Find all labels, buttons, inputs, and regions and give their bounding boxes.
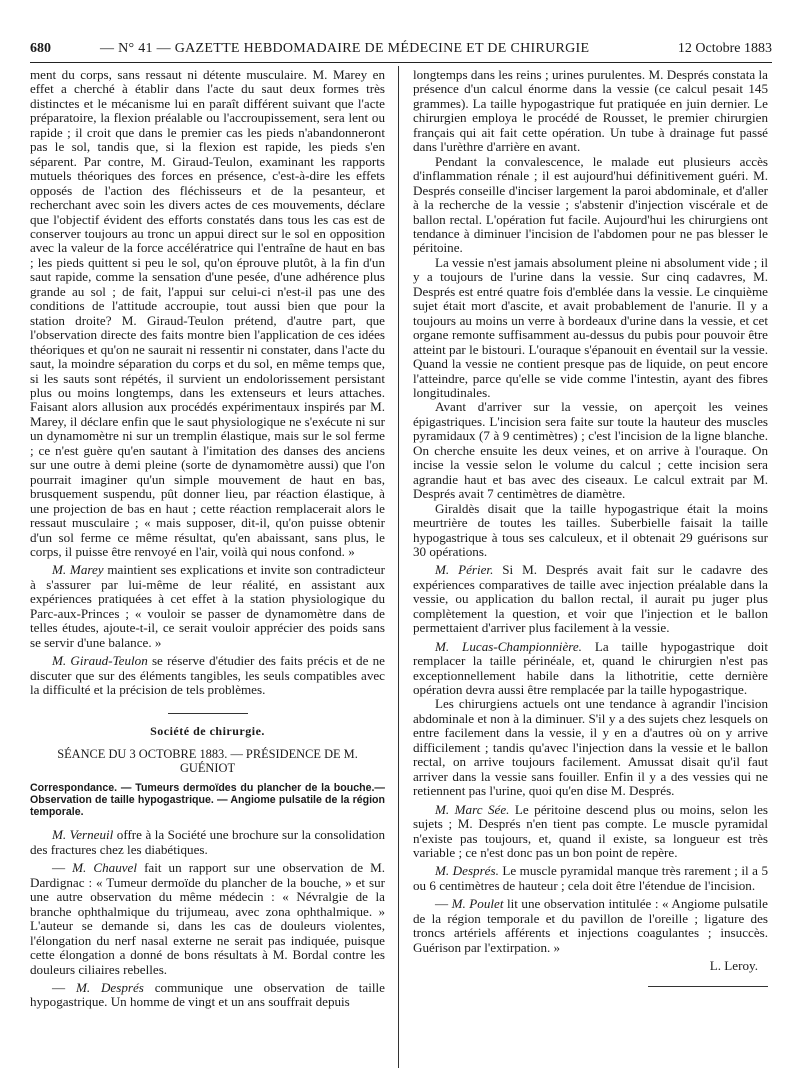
issue-date: 12 Octobre 1883 (677, 41, 772, 56)
journal-title: — N° 41 — GAZETTE HEBDOMADAIRE DE MÉDECINE ET DE CHIRURGIE (100, 41, 590, 56)
paragraph (413, 640, 768, 698)
paragraph: — M. Poulet lit une observation intitulée : « Angiome pulsatile de la région temporale et du pavillon de l'oreille ; ligature des troncs artériels afférents et injections coagulantes ; insuccès. Guérison par l'extirpation. » (413, 896, 768, 955)
paragraph: — M. Després communique une observation de taille hypogastrique. Un homme de vingt et un ans souffrait depuis (30, 979, 385, 1010)
paragraph (413, 864, 768, 893)
paragraph-text: Le muscle pyramidal manque très rarement ; il a 5 ou 6 centimètres de hauteur ; cela doit être l'étendue de l'incision. (413, 863, 768, 893)
paragraph-text: offre à la Société une brochure sur la consolidation des fractures chez les diabétiques. (30, 827, 385, 857)
running-header (30, 38, 772, 60)
session-summary: Correspondance. — Tumeurs dermoïdes du plancher de la bouche.— Observation de taille hypogastrique. — Angiome pulsatile de la région temporale. (30, 781, 385, 819)
paragraph-text: Le péritoine descend plus ou moins, selon les sujets ; M. Després n'en tient pas compte. Le muscle pyramidal n'existe pas toujours, et, quand il existe, sa longueur est très variable ; ce n'est donc pas un bon point de repère. (413, 801, 768, 861)
end-rule (648, 986, 768, 987)
paragraph (413, 563, 768, 635)
paragraph: Pendant la convalescence, le malade eut plusieurs accès d'inflammation rénale ; il est aujourd'hui définitivement guéri. M. Després conseille d'inciser largement la paroi abdominale, et d'aller à la recherche de la vessie ; s'abstenir d'injection viscérale et de ballon rectal. L'opération fut facile. Aujourd'hui les chirurgiens ont tendance à diminuer l'incision de l'abdomen pour ne pas blesser le péritoine. (413, 153, 768, 256)
speaker-name: M. Poulet (451, 896, 504, 912)
speaker-name: M. Després (75, 979, 144, 995)
page-number: 680 (30, 41, 51, 56)
author-signature: L. Leroy. (709, 958, 758, 974)
paragraph (30, 654, 385, 697)
speaker-name: M. Giraud-Teulon (52, 653, 148, 669)
paragraph: Les chirurgiens actuels ont une tendance à agrandir l'incision abdominale et non à la diminuer. S'il y a des sujets chez lesquels on entre facilement dans la vessie, il y en a d'autres où on y arrive difficilement ; tandis qu'avec l'injection dans la vessie et le ballon rectal, on arrive toujours facilement. Amussat disait qu'il faut arriver dans la vessie sans fouiller. Enfin il y a des vessies qui ne retiennent pas l'urine, quoi qu'en dise M. Després. (413, 696, 768, 799)
right-column (413, 68, 768, 1068)
speaker-name: M. Marey (52, 562, 104, 578)
session-heading: SÉANCE DU 3 OCTOBRE 1883. — PRÉSIDENCE DE M. GUÉNIOT (57, 746, 358, 776)
speaker-name: M. Périer. (435, 562, 494, 578)
header-rule (30, 62, 772, 63)
paragraph (413, 803, 768, 861)
paragraph: longtemps dans les reins ; urines purulentes. M. Després constata la présence d'un calcul énorme dans la vessie (ce calcul pesait 145 grammes). La taille hypogastrique fut pratiquée en juin dernier. Le chirurgien employa le procédé de Rousset, le premier chirurgien français qui ait fait cette opération. Un tube à drainage fut passé dans l'urèthre d'arrière en avant. (413, 68, 768, 155)
paragraph-text: maintient ses explications et invite son contradicteur à s'assurer par lui-même de leur réalité, en assistant aux expériences pratiquées à cet effet à la station physiologique du Parc-aux-Princes ; « vouloir se passer de dynamomètre dans de telles études, ajoute-t-il, ce serait vouloir apprécier des poids sans se servir d'une balance. » (30, 562, 385, 650)
speaker-name: M. Marc Sée. (435, 801, 510, 817)
paragraph-text: fait un rapport sur une observation de M. Dardignac : « Tumeur dermoïde du plancher de la bouche, » et sur une autre observation du même médecin : « Névralgie de la branche ophthalmique du trijumeau, avec zona ophthalmique. » L'auteur se demande si, dans les cas de douleurs violentes, l'élongation du nerf nasal externe ne serait pas indiquée, puisque cette élongation a donné de bons résultats à M. Bordal contre les douleurs ciliaires rebelles. (30, 860, 385, 977)
paragraph (30, 828, 385, 857)
speaker-name: M. Verneuil (52, 827, 114, 843)
paragraph (30, 563, 385, 650)
paragraph: — M. Chauvel fait un rapport sur une observation de M. Dardignac : « Tumeur dermoïde du plancher de la bouche, » et sur une autre observation du même médecin : « Névralgie de la branche ophthalmique du trijumeau, avec zona ophthalmique. » L'auteur se demande si, dans les cas de douleurs violentes, l'élongation du nerf nasal externe ne serait pas indiquée, puisque cette élongation a donné de bons résultats à M. Bordal contre les douleurs ciliaires rebelles. (30, 860, 385, 977)
paragraph-text: La taille hypogastrique doit remplacer la taille périnéale, et, quand le chirurgien n'est pas exceptionnellement habile dans la lithotritie, cette dernière opération devra aussi être remplacée par la taille hypogastrique. (413, 638, 768, 698)
paragraph-text: communique une observation de taille hypogastrique. Un homme de vingt et un ans souffrait depuis (30, 979, 385, 1010)
paragraph: Avant d'arriver sur la vessie, on aperçoit les veines épigastriques. L'incision sera faite sur toute la hauteur des muscles pyramidaux (7 à 9 centimètres) ; c'est l'incision de la ligne blanche. On cherche ensuite les deux veines, et on arrive à l'ouraque. On incise la vessie selon le volume du calcul ; cette incision sera agrandie haut et bas avec des ciseaux. Le calcul extrait par M. Després avait 7 centimètres de diamètre. (413, 399, 768, 502)
section-title: Société de chirurgie. (150, 724, 265, 739)
speaker-name: M. Després. (435, 863, 499, 879)
paragraph: La vessie n'est jamais absolument pleine ni absolument vide ; il y a toujours de l'urine dans la vessie. Sur cinq cadavres, M. Després est entré quatre fois d'emblée dans la vessie. Le cinquième sujet était mort d'ascite, et avait probablement de l'anurie. Il y a toujours au moins un verre à bordeaux d'urine dans la vessie, et cet organe remonte suffisamment au-dessus du pubis pour pouvoir être atteint par le bistouri. L'ouraque s'épanouit en éventail sur la vessie. Quand la vessie ne contient presque pas de liquide, on peut encore l'atteindre, parce qu'elle se vide comme l'intestin, ayant des fibres longitudinales. (413, 254, 768, 400)
section-separator (168, 713, 248, 714)
paragraph-text: se réserve d'étudier des faits précis et de ne discuter que sur des éléments tangibles, les seuls compatibles avec la difficulté et la précision de tels problèmes. (30, 653, 385, 698)
speaker-name: M. Chauvel (72, 860, 138, 876)
paragraph-text: lit une observation intitulée : « Angiome pulsatile de la région temporale et du pavillon de l'oreille ; ligature des troncs artériels afférents et injections coagulantes ; insuccès. Guérison par l'extirpation. » (413, 896, 768, 955)
left-column (30, 68, 385, 1068)
column-divider (398, 66, 399, 1068)
paragraph: Giraldès disait que la taille hypogastrique était la moins meurtrière de toutes les tailles. Suberbielle faisait la taille hypogastrique à tous ses calculeux, et il obtenait 29 guérisons sur 30 opérations. (413, 500, 768, 559)
paragraph-text: Si M. Després avait fait sur le cadavre des expériences comparatives de taille avec injection préalable dans la vessie, ou application du ballon rectal, il aurait pu juger plus complètement la question, et voir que l'injection et le ballon permettaient d'arriver plus facilement à la vessie. (413, 562, 768, 636)
speaker-name: M. Lucas-Championnière. (435, 638, 582, 654)
paragraph: ment du corps, sans ressaut ni détente musculaire. M. Marey en effet a cherché à établir dans l'acte du saut deux formes très distinctes et le mécanisme lui en paraît différent suivant que l'acte préparatoire, la flexion préalable ou l'accroupissement, sera lent ou rapide ; il croit que dans le premier cas les pieds n'abandonneront pas le sol, tandis que, si la flexion est rapide, les pieds s'en séparent. Par contre, M. Giraud-Teulon, examinant les rapports mutuels théoriques des forces en présence, c'est-à-dire les effets opposés de l'action des fléchisseurs et de la pesanteur, et recherchant avec soin les divers actes de ces mouvements, déclare que l'objectif évident des efforts constatés dans tous les cas est de conserver toujours au tronc un appui direct sur le sol en opposition avec la valeur de la force accélératrice qui l'entraîne de haut en bas ; les pieds quittent si peu le sol, qu'on éprouve plutôt, à la fin d'un saut rapide, comme la sensation d'une pesée, d'une adhérence plus grande au sol ; de fait, l'appui sur celui-ci n'est-il pas une des conditions de l'attitude accroupie, tout aussi bien que pour la station droite? M. Giraud-Teulon prétend, d'autre part, que l'observation directe des faits montre bien l'application de ces idées théoriques et qu'on ne saurait ni ressentir ni constater, dans l'acte du saut, la moindre séparation du corps et du sol, en même temps que, si les sauts sont répétés, il survient un endolorissement persistant plus ou moins longtemps, dans les extenseurs et leurs attaches. Faisant alors allusion aux procédés expérimentaux inspirés par M. Marey, il déclare enfin que le saut physiologique ne s'exécute ni sur un dynamomètre ni sur un tremplin élastique, mais sur le sol ferme ; ce n'est guère qu'en sautant à l'imitation des danses des anciens sur une outre à demi pleine (sorte de dynamomètre aussi) que l'on pourrait imaginer qu'un simple mouvement de haut en bas, brusquement suspendu, pût donner lieu, par réaction élastique, à une projection de bas en haut ; cette réaction remplacerait alors le ressaut musculaire ; « mais supposer, dit-il, qu'on puisse obtenir d'un sol ferme ce même résultat, qu'en abaissant, sans plus, le corps, il puisse être renvoyé en l'air, voilà qui nous confond. » (30, 68, 385, 559)
